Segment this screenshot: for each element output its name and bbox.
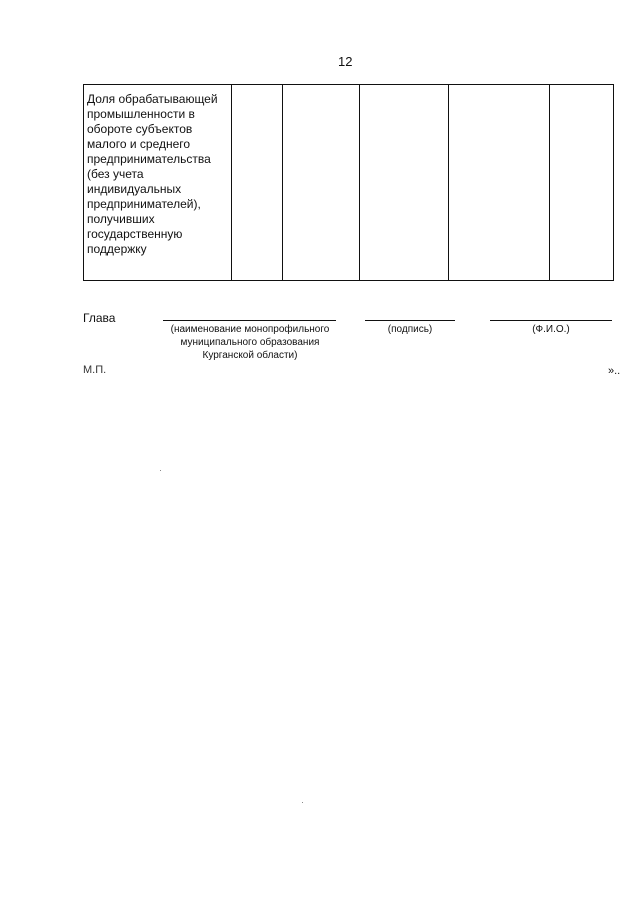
head-label: Глава [83, 311, 116, 325]
row-label-cell [84, 85, 232, 281]
table-cell-5 [550, 85, 614, 281]
scan-speck [160, 470, 161, 471]
indicator-table [83, 84, 614, 281]
table-cell-1 [232, 85, 283, 281]
table-cell-2 [283, 85, 360, 281]
scan-speck [302, 802, 303, 803]
municipality-name-caption: (наименование монопрофильного муниципального образования Курганской области) [170, 324, 330, 361]
signature-line [365, 320, 455, 321]
page-number: 12 [338, 54, 353, 69]
table-row [84, 85, 614, 281]
signature-caption: (подпись) [387, 324, 433, 335]
table-cell-4 [449, 85, 550, 281]
closing-quote: ».. [608, 365, 621, 377]
row-label: Доля обрабатывающей промышленности в обороте субъектов малого и среднего предпринимательства (без учета индивидуальных предпринимателей), получивших государственную поддержку [87, 92, 218, 256]
stamp-label: М.П. [83, 364, 107, 376]
municipality-name-line [163, 320, 336, 321]
fio-line [490, 320, 612, 321]
fio-caption: (Ф.И.О.) [532, 324, 570, 335]
table-cell-3 [360, 85, 449, 281]
